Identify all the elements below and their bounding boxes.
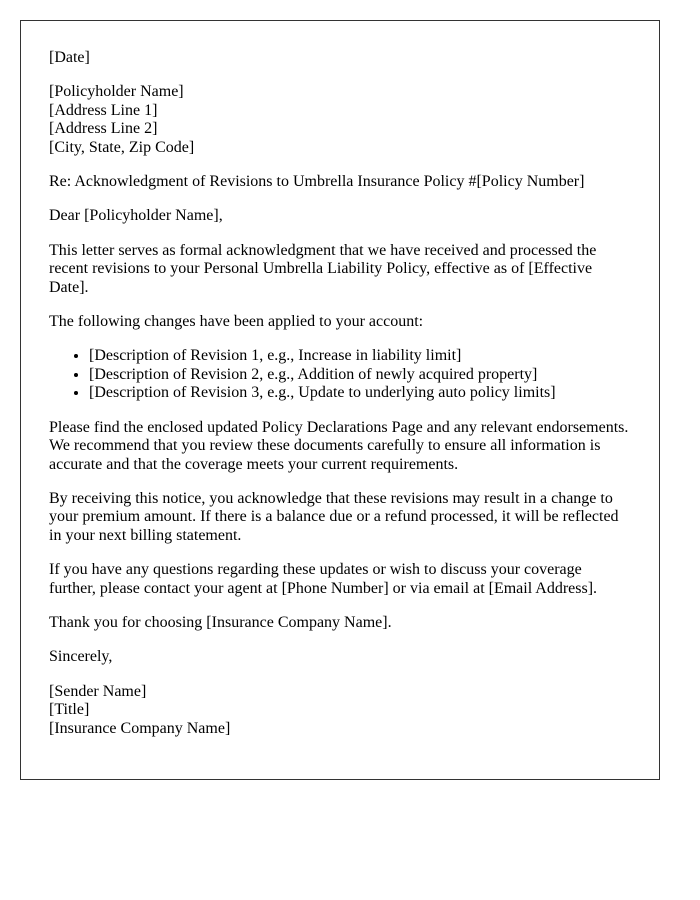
questions-paragraph: If you have any questions regarding these updates or wish to discuss your coverage further, please contact your agent at [Phone Number] or via email at [Email Address]. (49, 561, 598, 597)
recipient-address-line-2: [Address Line 2] (49, 120, 158, 138)
letter-date: [Date] (49, 49, 90, 66)
recipient-city-state-zip: [City, State, Zip Code] (49, 138, 195, 156)
changes-lead-paragraph: The following changes have been applied to your account: (49, 313, 424, 331)
revision-item: • [Description of Revision 3, e.g., Update to underlying auto policy limits] (89, 384, 631, 402)
revision-item: • [Description of Revision 1, e.g., Increase in liability limit] (89, 347, 631, 365)
enclosed-paragraph: Please find the enclosed updated Policy Declarations Page and any relevant endorsements. We recommend that you review these documents carefully to ensure all information is accurate and that the coverage meets your current requirements. (49, 418, 629, 473)
recipient-address-line-1: [Address Line 1] (49, 101, 158, 119)
recipient-name: [Policyholder Name] (49, 83, 184, 101)
letter-document (20, 20, 660, 780)
subject-line: Re: Acknowledgment of Revisions to Umbrella Insurance Policy #[Policy Number] (49, 173, 585, 191)
premium-paragraph: By receiving this notice, you acknowledge that these revisions may result in a change to your premium amount. If there is a balance due or a refund processed, it will be reflected in your next billing statement. (49, 489, 619, 544)
thanks-paragraph: Thank you for choosing [Insurance Company Name]. (49, 613, 392, 631)
sender-name: [Sender Name] (49, 682, 147, 700)
salutation: Dear [Policyholder Name], (49, 207, 223, 225)
recipient-address (49, 83, 631, 157)
sender-title: [Title] (49, 701, 90, 719)
intro-paragraph: This letter serves as formal acknowledgment that we have received and processed the recent revisions to your Personal Umbrella Liability Policy, effective as of [Effective Date]. (49, 241, 597, 296)
closing: Sincerely, (49, 648, 113, 666)
revision-item: • [Description of Revision 2, e.g., Addition of newly acquired property] (89, 366, 631, 384)
sender-company: [Insurance Company Name] (49, 719, 231, 737)
revisions-list (49, 347, 631, 402)
signature-block (49, 683, 631, 738)
